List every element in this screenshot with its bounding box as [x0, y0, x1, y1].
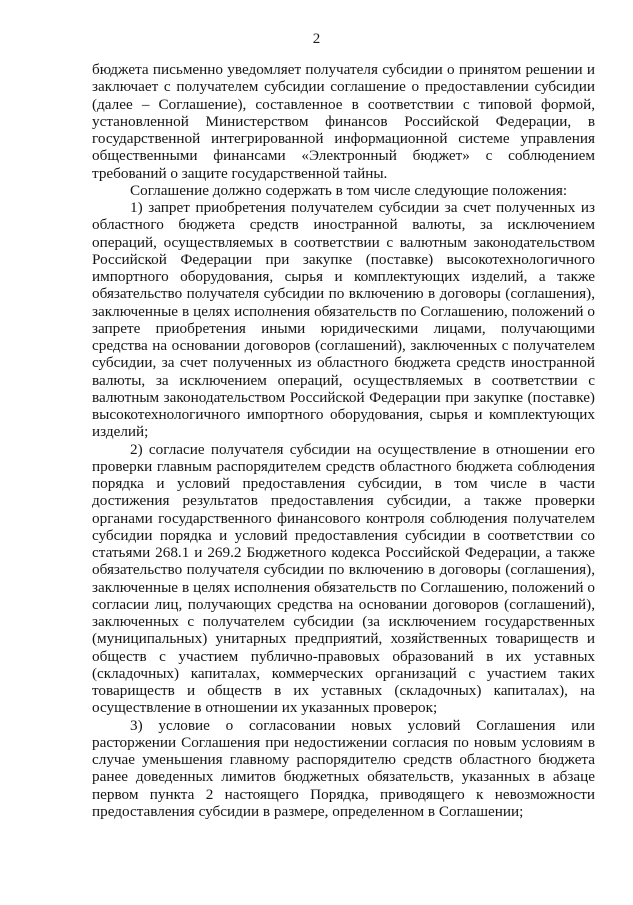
paragraph-item-2: 2) согласие получателя субсидии на осуществление в отношении его проверки главным распорядителем средств областного бюджета соблюдения порядка и условий предоставления субсидии, в том числе в части достижения результатов предоставления субсидии, а также проверки органами государственного финансового контроля соблюдения получателем субсидии порядка и условий предоставления субсидии в соответствии со статьями 268.1 и 269.2 Бюджетного кодекса Российской Федерации, а также обязательство получателя субсидии по включению в договоры (соглашения), заключенные в целях исполнения обязательств по Соглашению, положений о согласии лиц, получающих средства на основании договоров (соглашений), заключенных с получателем субсидии (за исключением государственных (муниципальных) унитарных предприятий, хозяйственных товариществ и обществ с участием публично-правовых образований в их уставных (складочных) капиталах, коммерческих организаций с участием таких товариществ и обществ в их уставных (складочных) капиталах), на осуществление в отношении их указанных проверок;	[92, 440, 595, 717]
document-body	[92, 61, 595, 820]
paragraph-agreement-intro: Соглашение должно содержать в том числе следующие положения:	[130, 181, 568, 199]
paragraph-item-3: 3) условие о согласовании новых условий Соглашения или расторжении Соглашения при недостижении согласия по новым условиям в случае уменьшения главному распорядителю средств областного бюджета ранее доведенных лимитов бюджетных обязательств, указанных в абзаце первом пункта 2 настоящего Порядка, приводящего к невозможности предоставления субсидии в размере, определенном в Соглашении;	[92, 716, 595, 820]
page-number: 2	[312, 31, 321, 47]
paragraph-item-1: 1) запрет приобретения получателем субсидии за счет полученных из областного бюджета средств иностранной валюты, за исключением операций, осуществляемых в соответствии с валютным законодательством Российской Федерации при закупке (поставке) высокотехнологичного импортного оборудования, сырья и комплектующих изделий, а также обязательство получателя субсидии по включению в договоры (соглашения), заключенные в целях исполнения обязательств по Соглашению, положений о запрете приобретения иными юридическими лицами, получающими средства на основании договоров (соглашений), заключенных с получателем субсидии, за счет полученных из областного бюджета средств иностранной валюты, за исключением операций, осуществляемых в соответствии с валютным законодательством Российской Федерации при закупке (поставке) высокотехнологичного импортного оборудования, сырья и комплектующих изделий;	[92, 199, 595, 441]
paragraph-continuation: бюджета письменно уведомляет получателя субсидии о принятом решении и заключает с получателем субсидии соглашение о предоставлении субсидии (далее – Соглашение), составленное в соответствии с типовой формой, установленной Министерством финансов Российской Федерации, в государственной интегрированной информационной системе управления общественными финансами «Электронный бюджет» с соблюдением требований о защите государственной тайны.	[92, 61, 595, 182]
